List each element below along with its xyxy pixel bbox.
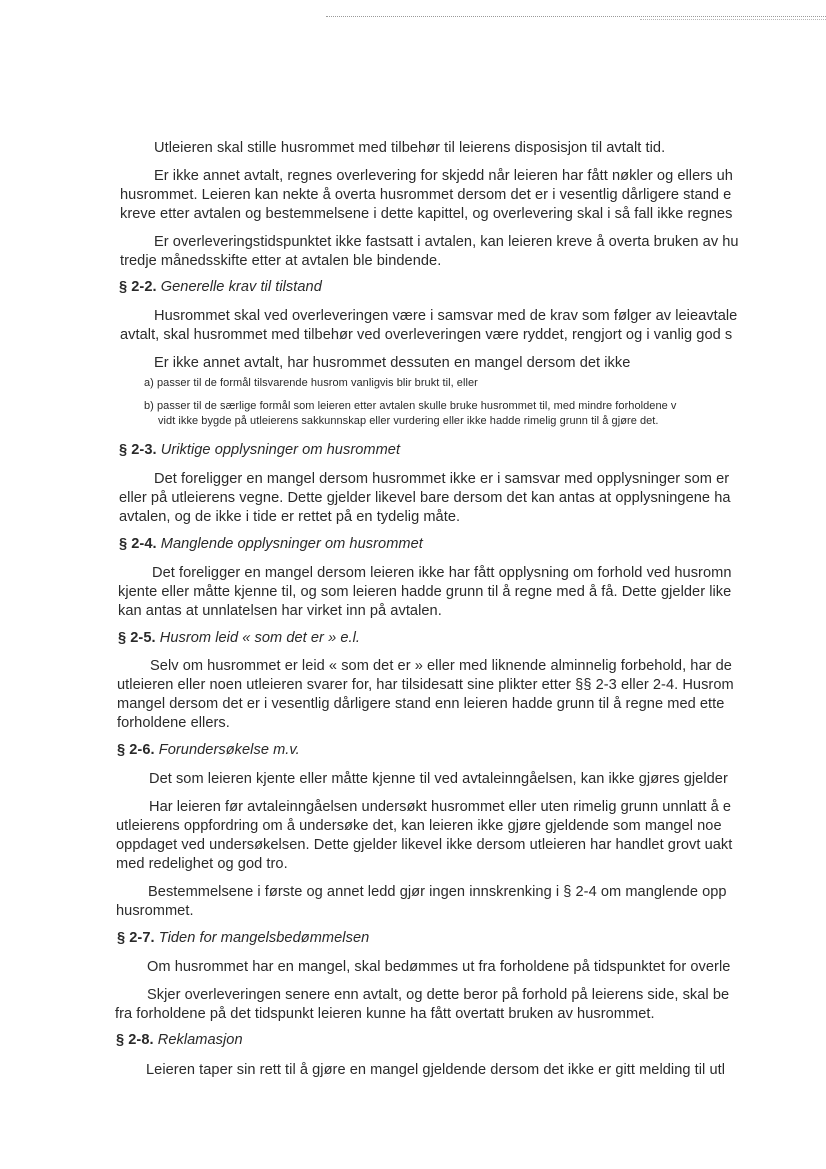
- paragraph-line: avtalen, og de ikke i tide er rettet på en tydelig måte.: [119, 509, 461, 525]
- section-number: § 2-3.: [119, 442, 157, 458]
- section-title: Generelle krav til tilstand: [160, 279, 322, 295]
- paragraph-line: Har leieren før avtaleinngåelsen undersøkt husrommet eller uten rimelig grunn unnlatt å e: [149, 799, 732, 815]
- paragraph-line: Det foreligger en mangel dersom husrommet ikke er i samsvar med opplysninger som er: [154, 471, 730, 487]
- paragraph-line: eller på utleierens vegne. Dette gjelder likevel bare dersom det kan antas at opplysningene ha: [119, 490, 731, 506]
- paragraph-line: Utleieren skal stille husrommet med tilbehør til leierens disposisjon til avtalt tid.: [154, 140, 666, 156]
- paragraph-line: oppdaget ved undersøkelsen. Dette gjelder likevel ikke dersom utleieren har handlet grovt uakt: [116, 837, 733, 853]
- section-heading-2-4: [119, 535, 423, 553]
- section-heading-2-8: [116, 1031, 243, 1049]
- list-item: a) passer til de formål tilsvarende husrom vanligvis blir brukt til, eller: [144, 377, 478, 389]
- section-title: Reklamasjon: [157, 1032, 243, 1048]
- paragraph-line: husrommet. Leieren kan nekte å overta husrommet dersom det er i vesentlig dårligere stand e: [120, 187, 732, 203]
- paragraph-line: Selv om husrommet er leid « som det er » eller med liknende alminnelig forbehold, har de: [150, 658, 732, 674]
- section-number: § 2-6.: [117, 742, 155, 758]
- list-item: b) passer til de særlige formål som leieren etter avtalen skulle bruke husrommet til, med mindre forholdene v: [144, 400, 677, 412]
- section-heading-2-2: [119, 278, 322, 296]
- paragraph-line: Er overleveringstidspunktet ikke fastsatt i avtalen, kan leieren kreve å overta bruken av hu: [154, 234, 739, 250]
- section-number: § 2-4.: [119, 536, 157, 552]
- paragraph-line: med redelighet og god tro.: [116, 856, 288, 872]
- paragraph-line: avtalt, skal husrommet med tilbehør ved overleveringen være ryddet, rengjort og i vanlig god s: [120, 327, 733, 343]
- paragraph-line: Det som leieren kjente eller måtte kjenne til ved avtaleinngåelsen, kan ikke gjøres gjelder: [149, 771, 728, 787]
- section-number: § 2-8.: [116, 1032, 154, 1048]
- paragraph-line: Bestemmelsene i første og annet ledd gjør ingen innskrenking i § 2-4 om manglende opp: [148, 884, 727, 900]
- section-title: Tiden for mangelsbedømmelsen: [158, 930, 370, 946]
- paragraph-line: Det foreligger en mangel dersom leieren ikke har fått opplysning om forhold ved husromn: [152, 565, 732, 581]
- section-heading-2-3: [119, 441, 400, 459]
- section-title: Husrom leid « som det er » e.l.: [159, 630, 361, 646]
- paragraph-line: utleieren eller noen utleieren svarer for, har tilsidesatt sine plikter etter §§ 2-3 eller 2-4. Husrom: [117, 677, 734, 693]
- section-heading-2-7: [117, 929, 369, 947]
- paragraph-line: kreve etter avtalen og bestemmelsene i dette kapittel, og overlevering skal i så fall ikke regnes: [120, 206, 733, 222]
- section-heading-2-6: [117, 741, 300, 759]
- section-title: Uriktige opplysninger om husrommet: [160, 442, 401, 458]
- paragraph-line: fra forholdene på det tidspunkt leieren kunne ha fått overtatt bruken av husrommet.: [115, 1006, 655, 1022]
- section-number: § 2-7.: [117, 930, 155, 946]
- paragraph-line: Er ikke annet avtalt, har husrommet dessuten en mangel dersom det ikke: [154, 355, 631, 371]
- paragraph-line: kjente eller måtte kjenne til, og som leieren hadde grunn til å regne med å få. Dette gjelder like: [118, 584, 732, 600]
- paragraph-line: Husrommet skal ved overleveringen være i samsvar med de krav som følger av leieavtale: [154, 308, 738, 324]
- paragraph-line: forholdene ellers.: [117, 715, 230, 731]
- paragraph-line: Er ikke annet avtalt, regnes overlevering for skjedd når leieren har fått nøkler og ellers uh: [154, 168, 733, 184]
- paragraph-line: utleierens oppfordring om å undersøke det, kan leieren ikke gjøre gjeldende som mangel noe: [116, 818, 722, 834]
- paragraph-line: tredje månedsskifte etter at avtalen ble bindende.: [120, 253, 442, 269]
- section-number: § 2-2.: [119, 279, 157, 295]
- section-number: § 2-5.: [118, 630, 156, 646]
- paragraph-line: kan antas at unnlatelsen har virket inn på avtalen.: [118, 603, 442, 619]
- section-title: Manglende opplysninger om husrommet: [160, 536, 423, 552]
- paragraph-line: mangel dersom det er i vesentlig dårligere stand enn leieren hadde grunn til å regne med ette: [117, 696, 725, 712]
- list-item-continued: vidt ikke bygde på utleierens sakkunnskap eller vurdering eller ikke hadde rimelig grunn til å gjøre det.: [158, 415, 659, 427]
- section-title: Forundersøkelse m.v.: [158, 742, 300, 758]
- paragraph-line: Om husrommet har en mangel, skal bedømmes ut fra forholdene på tidspunktet for overle: [147, 959, 731, 975]
- paragraph-line: Leieren taper sin rett til å gjøre en mangel gjeldende dersom det ikke er gitt melding til utl: [146, 1062, 726, 1078]
- paragraph-line: husrommet.: [116, 903, 194, 919]
- section-heading-2-5: [118, 629, 360, 647]
- paragraph-line: Skjer overleveringen senere enn avtalt, og dette beror på forhold på leierens side, skal be: [147, 987, 730, 1003]
